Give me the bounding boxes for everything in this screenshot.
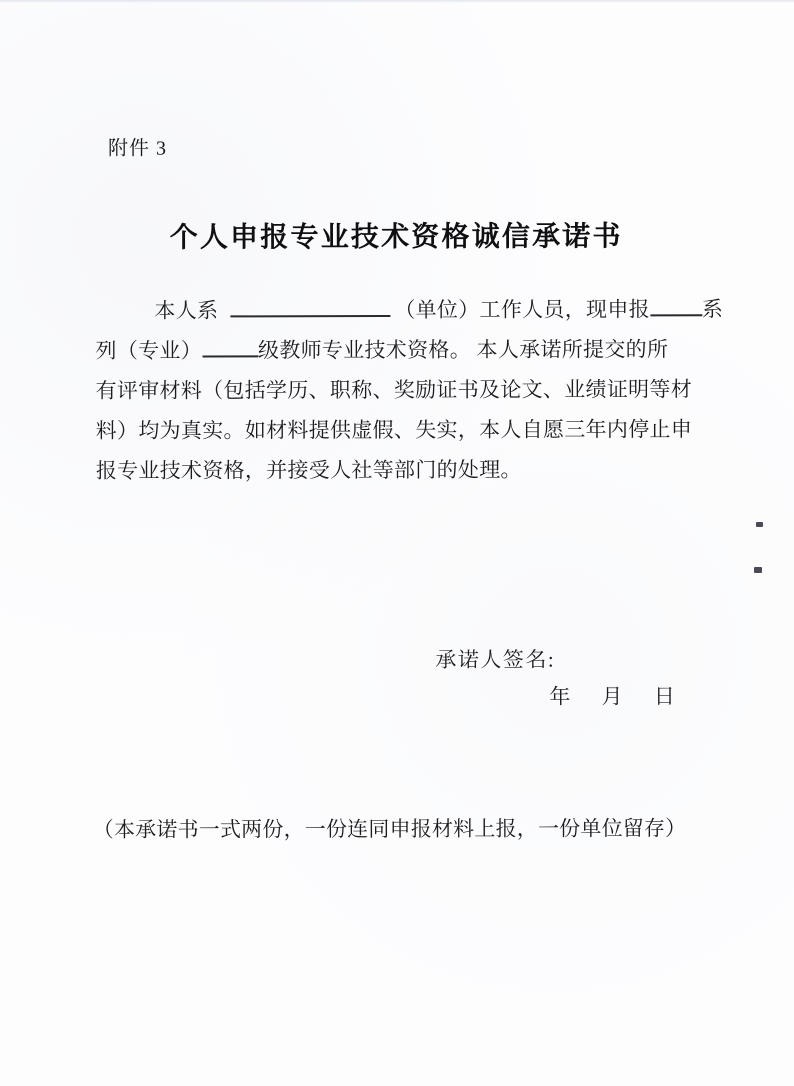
blank-grade-field	[202, 335, 258, 357]
scan-speck-artifact	[754, 567, 762, 573]
blank-series-field	[650, 294, 702, 316]
body-text: 料）均为真实。如材料提供虚假、失实，本人自愿三年内停止申	[95, 417, 693, 443]
body-text: 级教师专业技术资格。 本人承诺所提交的所	[257, 337, 669, 363]
date-line	[549, 680, 675, 710]
signature-label: 承诺人签名:	[435, 647, 556, 672]
paragraph-line-5	[96, 449, 702, 491]
body-text: 列（专业）	[95, 338, 203, 363]
footer-note: （本承诺书一式两份，一份连同申报材料上报，一份单位留存）	[92, 816, 687, 842]
attachment-label: 附件 3	[107, 137, 167, 160]
document-title: 个人申报专业技术资格诚信承诺书	[169, 221, 623, 254]
body-text: 本人系	[154, 298, 219, 323]
body-text: 系	[701, 297, 724, 322]
scan-speck-artifact	[756, 522, 763, 527]
paragraph-line-2	[95, 329, 701, 371]
body-paragraph	[95, 289, 724, 491]
date-day-label: 日	[653, 684, 675, 709]
body-text: （单位）工作人员，现申报	[394, 297, 650, 323]
date-year-label: 年	[549, 684, 571, 709]
blank-unit-field	[230, 295, 390, 317]
body-text: 报专业技术资格，并接受人社等部门的处理。	[95, 457, 522, 483]
paragraph-line-3	[96, 369, 702, 411]
paragraph-line-1	[95, 289, 724, 331]
date-month-label: 月	[601, 684, 623, 709]
paragraph-line-4	[96, 409, 702, 451]
body-text: 有评审材料（包括学历、职称、奖励证书及论文、业绩证明等材	[95, 377, 693, 403]
